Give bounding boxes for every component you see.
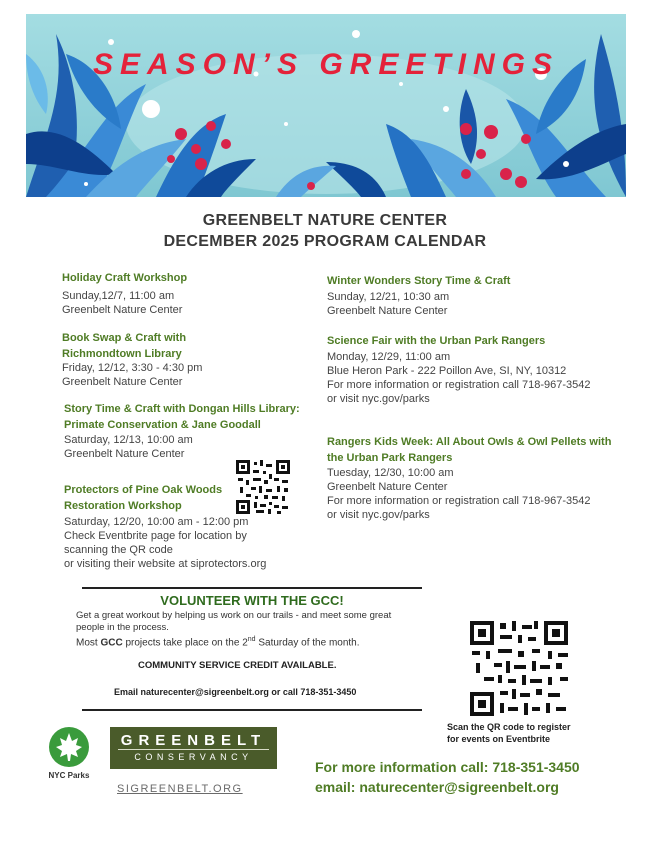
event-title: the Urban Park Rangers bbox=[327, 452, 453, 464]
qr-caption: for events on Eventbrite bbox=[447, 734, 551, 744]
schedule-text: projects take place on the 2 bbox=[122, 637, 248, 649]
center-name-heading: GREENBELT NATURE CENTER bbox=[202, 212, 448, 229]
event-date: Tuesday, 12/30, 10:00 am bbox=[327, 467, 454, 479]
event-title: Winter Wonders Story Time & Craft bbox=[327, 275, 511, 287]
volunteer-desc: Get a great workout by helping us work on our trails - and meet some great bbox=[76, 610, 392, 621]
event-title: Book Swap & Craft with bbox=[62, 332, 187, 344]
volunteer-desc: people in the process. bbox=[76, 622, 169, 633]
nyc-parks-leaf-icon bbox=[44, 727, 94, 767]
logo-divider bbox=[118, 749, 269, 750]
event-title: Science Fair with the Urban Park Rangers bbox=[327, 335, 546, 347]
winter-foliage-illustration bbox=[26, 14, 626, 197]
event-location: Blue Heron Park - 222 Poillon Ave, SI, NY, 10312 bbox=[327, 365, 567, 377]
logo-greenbelt-text: GREENBELT bbox=[120, 732, 267, 749]
event-date: Saturday, 12/13, 10:00 am bbox=[64, 434, 193, 446]
event-date: Sunday, 12/21, 10:30 am bbox=[327, 291, 450, 303]
schedule-ordinal: nd bbox=[247, 636, 256, 643]
event-detail: or visiting their website at siprotectors.org bbox=[64, 558, 267, 570]
season-banner bbox=[26, 14, 626, 197]
event-title: Rangers Kids Week: All About Owls & Owl Pellets with bbox=[327, 436, 612, 448]
volunteer-schedule bbox=[76, 634, 360, 649]
schedule-gcc: GCC bbox=[100, 637, 123, 649]
event-title: Primate Conservation & Jane Goodall bbox=[64, 419, 261, 431]
protectors-qr-code[interactable] bbox=[236, 460, 290, 514]
volunteer-email[interactable]: Email naturecenter@sigreenbelt.org or call 718-351-3450 bbox=[114, 687, 357, 697]
event-detail: Check Eventbrite page for location by bbox=[64, 530, 247, 542]
qr-caption: Scan the QR code to register bbox=[447, 722, 571, 732]
schedule-text: Most bbox=[76, 637, 101, 649]
event-date: Sunday,12/7, 11:00 am bbox=[62, 290, 175, 302]
banner-title: SEASON’S GREETINGS bbox=[92, 48, 560, 81]
contact-email[interactable]: email: naturecenter@sigreenbelt.org bbox=[315, 779, 559, 795]
event-title: Story Time & Craft with Dongan Hills Library: bbox=[64, 403, 300, 415]
event-detail: or visit nyc.gov/parks bbox=[327, 393, 430, 405]
event-title: Restoration Workshop bbox=[64, 500, 182, 512]
event-location: Greenbelt Nature Center bbox=[327, 305, 448, 317]
divider bbox=[82, 587, 422, 589]
contact-phone: For more information call: 718-351-3450 bbox=[315, 759, 580, 775]
event-location: Greenbelt Nature Center bbox=[64, 448, 185, 460]
community-credit: COMMUNITY SERVICE CREDIT AVAILABLE. bbox=[138, 660, 337, 671]
website-link[interactable]: SIGREENBELT.ORG bbox=[117, 783, 243, 795]
event-location: Greenbelt Nature Center bbox=[62, 376, 183, 388]
calendar-heading: DECEMBER 2025 PROGRAM CALENDAR bbox=[163, 233, 487, 250]
volunteer-title: VOLUNTEER WITH THE GCC! bbox=[160, 593, 344, 608]
event-detail: scanning the QR code bbox=[64, 544, 173, 556]
nyc-parks-label: NYC Parks bbox=[48, 771, 90, 780]
event-detail: For more information or registration call 718-967-3542 bbox=[327, 379, 591, 391]
greenbelt-conservancy-logo bbox=[110, 727, 277, 769]
event-date: Monday, 12/29, 11:00 am bbox=[327, 351, 451, 363]
schedule-text: Saturday of the month. bbox=[255, 637, 360, 649]
event-title: Richmondtown Library bbox=[62, 348, 182, 360]
event-date: Friday, 12/12, 3:30 - 4:30 pm bbox=[62, 362, 203, 374]
eventbrite-qr-code[interactable] bbox=[470, 621, 568, 716]
event-detail: For more information or registration call 718-967-3542 bbox=[327, 495, 591, 507]
event-title: Protectors of Pine Oak Woods bbox=[64, 484, 223, 496]
event-detail: or visit nyc.gov/parks bbox=[327, 509, 430, 521]
logo-conservancy-text: CONSERVANCY bbox=[134, 752, 253, 762]
event-title: Holiday Craft Workshop bbox=[62, 272, 188, 284]
divider bbox=[82, 709, 422, 711]
event-date: Saturday, 12/20, 10:00 am - 12:00 pm bbox=[64, 516, 249, 528]
event-location: Greenbelt Nature Center bbox=[327, 481, 448, 493]
event-location: Greenbelt Nature Center bbox=[62, 304, 183, 316]
